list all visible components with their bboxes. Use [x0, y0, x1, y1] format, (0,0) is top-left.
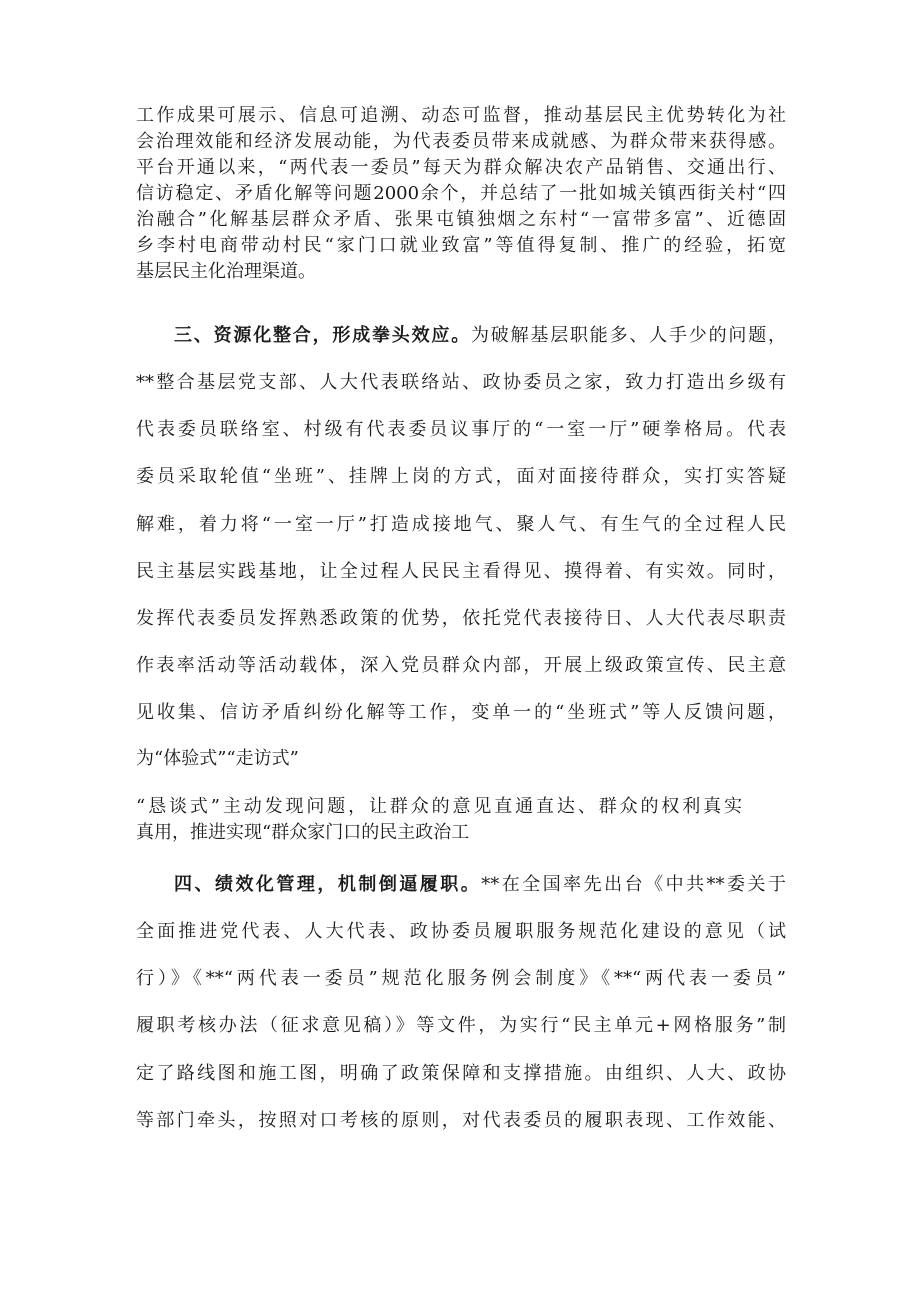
paragraph-line: 治融合”化解基层群众矛盾、张果屯镇独烟之东村“一富带多富”、近德固 [136, 209, 786, 230]
paragraph-line: 全面推进党代表、人大代表、政协委员履职服务规范化建设的意见（试 [136, 921, 786, 942]
paragraph-line: 定了路线图和施工图，明确了政策保障和支撑措施。由组织、人大、政协 [136, 1063, 786, 1084]
paragraph-line: **整合基层党支部、人大代表联络站、政协委员之家，致力打造出乡级有 [136, 372, 786, 393]
paragraph-line: 乡李村电商带动村民“家门口就业致富”等值得复制、推广的经验，拓宽 [136, 235, 786, 256]
paragraph-line: 基层民主化治理渠道。 [136, 261, 316, 282]
paragraph-line: 行）》《**“两代表一委员”规范化服务例会制度》《**“两代表一委员” [136, 968, 786, 989]
section-heading: 三、资源化整合，形成拳头效应。 [174, 325, 471, 346]
paragraph-line: 平台开通以来，“两代表一委员”每天为群众解决农产品销售、交通出行、 [136, 157, 786, 178]
paragraph-line: 代表委员联络室、村级有代表委员议事厅的“一室一厅”硬拳格局。代表 [136, 419, 786, 440]
paragraph-line: 履职考核办法（征求意见稿）》等文件，为实行“民主单元+网格服务”制 [136, 1015, 786, 1036]
paragraph-line: “恳谈式”主动发现问题，让群众的意见直通直达、群众的权利真实 [136, 796, 742, 817]
paragraph-line: 等部门牵头，按照对口考核的原则，对代表委员的履职表现、工作效能、 [136, 1110, 786, 1131]
paragraph-line: 为“体验式”“走访式” [136, 748, 299, 769]
paragraph-line: 信访稳定、矛盾化解等问题2000余个，并总结了一批如城关镇西街关村“四 [136, 183, 786, 204]
paragraph-line: 发挥代表委员发挥熟悉政策的优势，依托党代表接待日、人大代表尽职责 [136, 608, 786, 629]
section-3-first-line [174, 324, 786, 348]
paragraph-line: 工作成果可展示、信息可追溯、动态可监督，推动基层民主优势转化为社 [136, 105, 786, 126]
paragraph-line: 委员采取轮值“坐班”、挂牌上岗的方式，面对面接待群众，实打实答疑 [136, 466, 786, 487]
paragraph-line: 见收集、信访矛盾纠纷化解等工作，变单一的“坐班式”等人反馈问题， [136, 702, 786, 723]
paragraph-line: 解难，着力将“一室一厅”打造成接地气、聚人气、有生气的全过程人民 [136, 514, 786, 535]
paragraph-line: 民主基层实践基地，让全过程人民民主看得见、摸得着、有实效。同时， [136, 561, 786, 582]
section-heading: 四、绩效化管理，机制倒逼履职。 [174, 874, 482, 895]
paragraph-line: 会治理效能和经济发展动能，为代表委员带来成就感、为群众带来获得感。 [136, 131, 786, 152]
paragraph-line: 真用，推进实现“群众家门口的民主政治工 [136, 822, 470, 843]
section-text: **在全国率先出台《中共**委关于 [481, 874, 787, 895]
paragraph-line: 作表率活动等活动载体，深入党员群众内部，开展上级政策宣传、民主意 [136, 655, 786, 676]
section-4-first-line [174, 873, 786, 897]
section-text: 为破解基层职能多、人手少的问题， [471, 325, 786, 346]
